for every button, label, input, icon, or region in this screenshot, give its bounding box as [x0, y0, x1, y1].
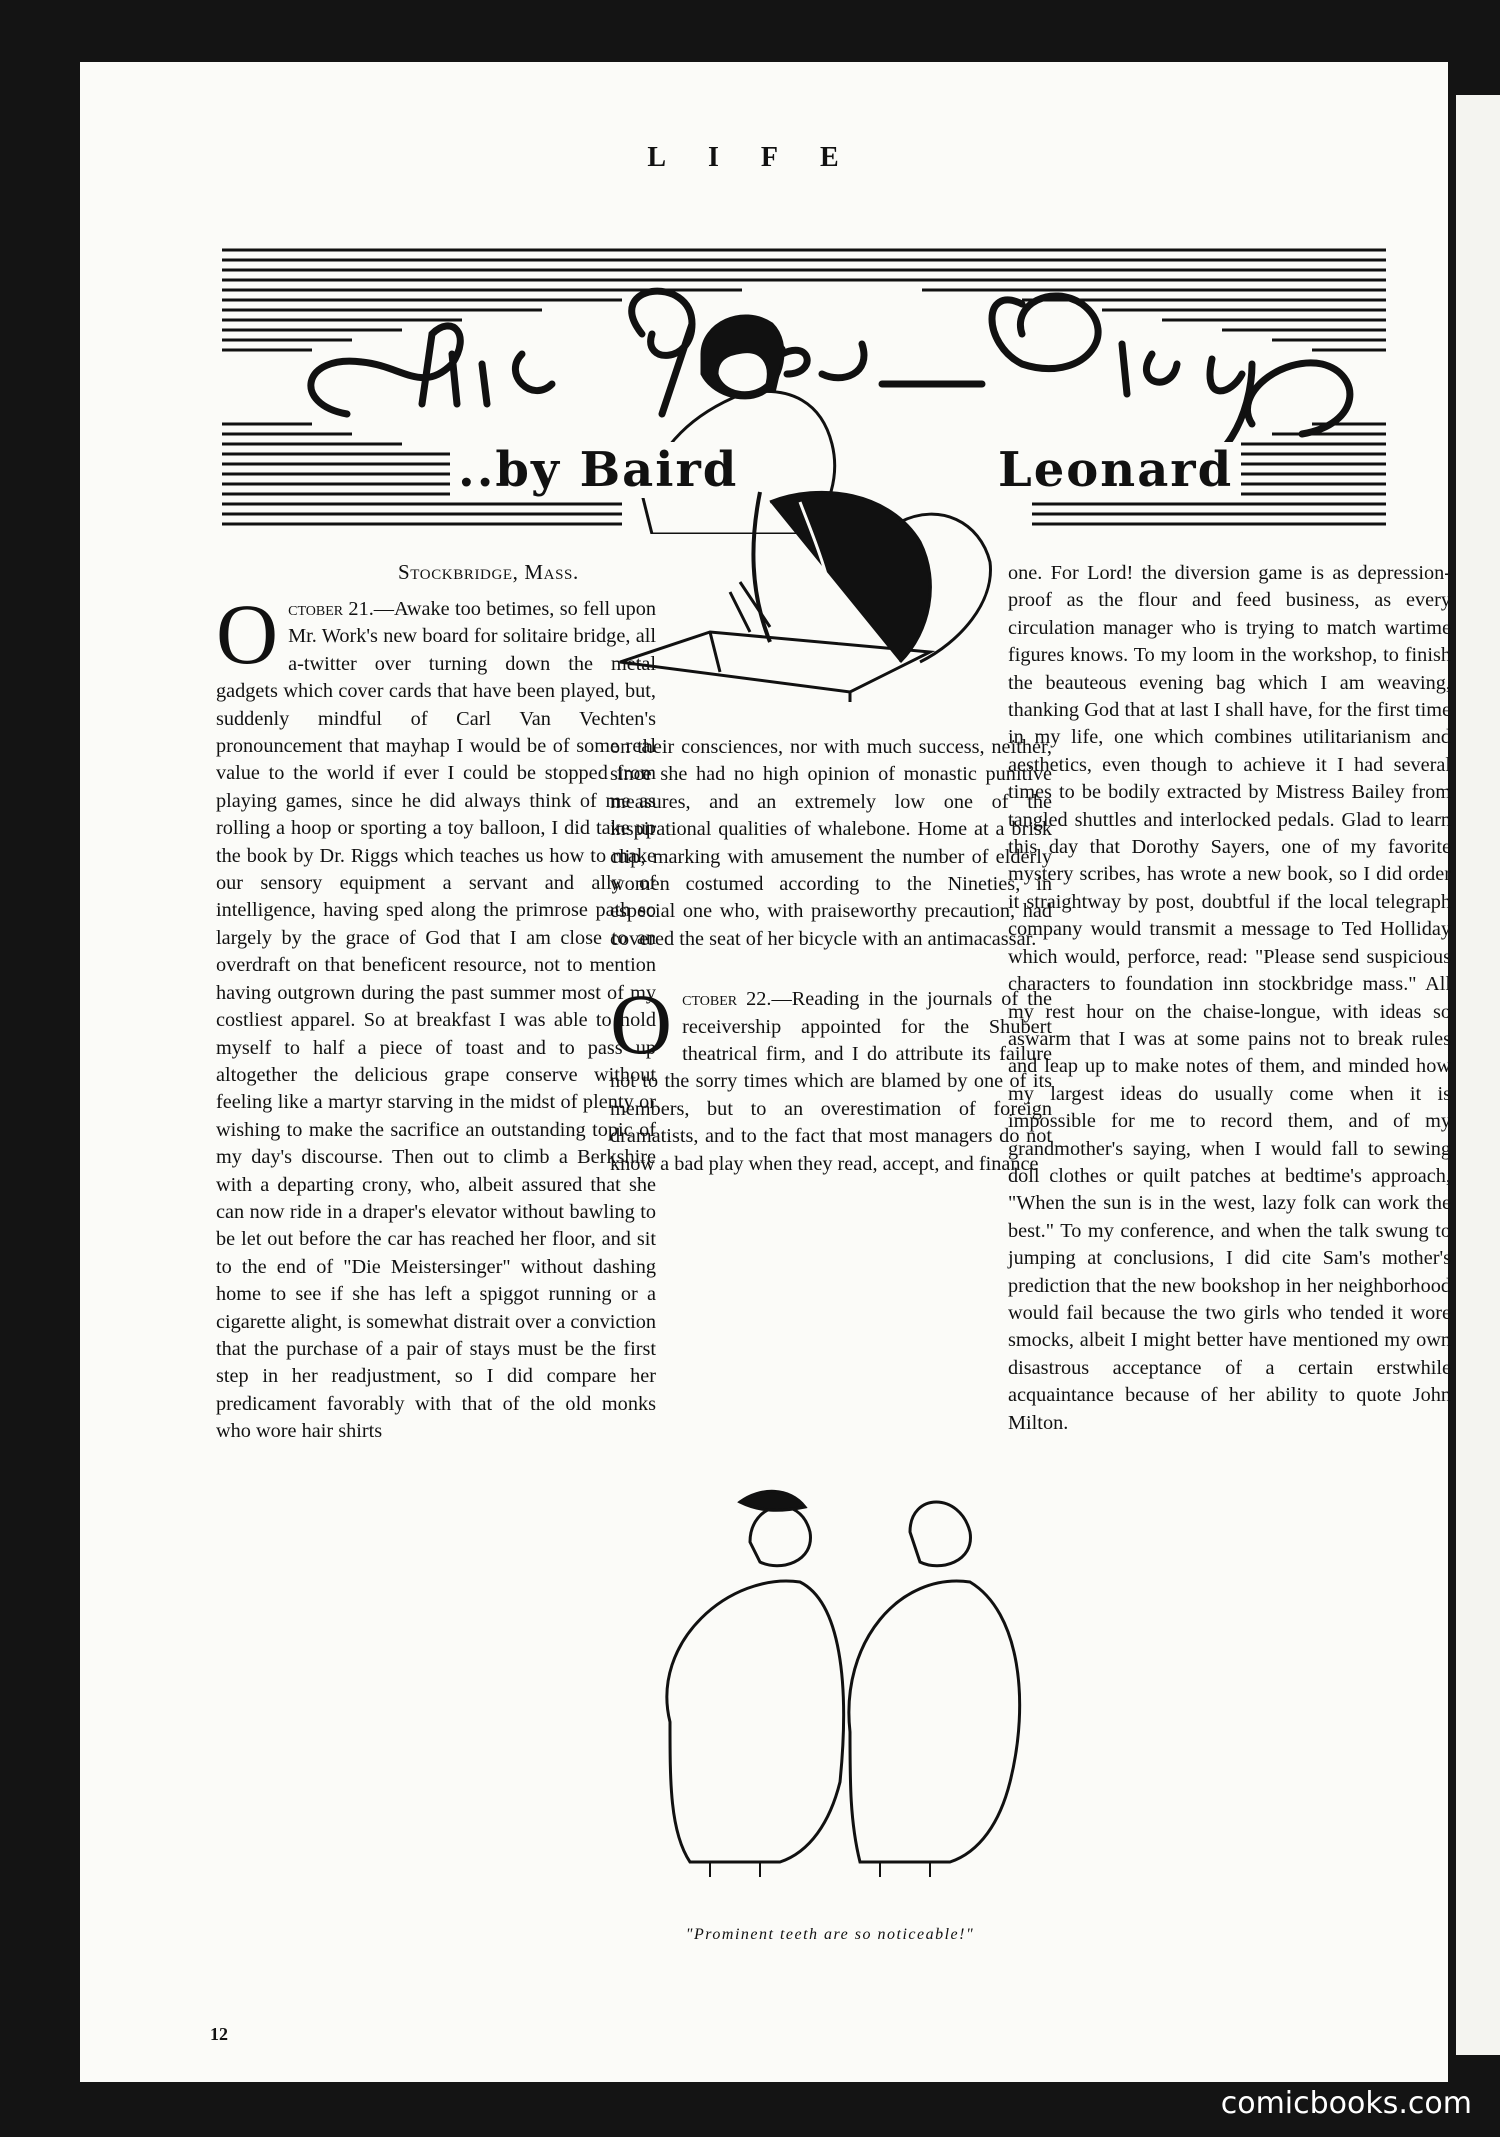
running-head: LIFE	[647, 142, 881, 173]
entry-month: ctober	[682, 988, 738, 1011]
diary-entry-text: 22.—Reading in the journals of the receivership appointed for the Shubert theatrical firm, and I do attribute its failure not to the sorry times which are blamed by one of its members, but to an overestimation of foreign dramatists, and to the fact that most managers do not know a bad play when they read, accept, and finance	[610, 988, 1052, 1175]
column-3-continuation: one. For Lord! the diversion game is as depression-proof as the flour and feed business, as every circulation manager who is trying to match wartime figures knows. To my loom in the workshop, to finish the beauteous evening bag which I am weaving, thanking God that at last I shall have, for the first time in my life, one which combines utilitarianism and aesthetics, even though to achieve it I had several times to be bodily extracted by Mistress Bailey from tangled shuttles and interlocked pedals. Glad to learn this day that Dorothy Sayers, one of my favorite mystery scribes, has wrote a new book, so I did order it straightway by post, doubtful if the local telegraph company would transmit a message to Ted Holliday which would, perforce, read: "Please send suspicious characters to foundation inn stockbridge mass." All my rest hour on the chaise-longue, with ideas so aswarm that I was at some pains not to break rules and leap up to make notes of them, and minded how my largest ideas do usually come when it is impossible for me to record them, and of my grandmother's saying, when I would fall to sewing doll clothes or quilt patches at bedtime's approach, "When the sun is in the west, lazy folk can work the best." To my conference, and when the talk swung to jumping at conclusions, I did cite Sam's mother's prediction that the new bookshop in her neighborhood would fail because the two girls who tended it wore smocks, albeit I might better have mentioned my own disastrous acceptance of a certain erstwhile acquaintance because of her ability to quote John Milton.	[1008, 562, 1451, 1434]
magazine-page	[80, 62, 1451, 2082]
dateline: Stockbridge, Mass.	[398, 560, 579, 584]
entry-month: ctober	[288, 598, 344, 620]
diary-entry-text: 21.—Awake too betimes, so fell upon Mr. Work's new board for solitaire bridge, all a-twitter over turning down the metal gadgets which cover cards that have been played, but, suddenly mindful of Carl Van Vechten's pronouncement that mayhap I would be of some real value to the world if ever I could be stopped from playing games, since he did always think of me as rolling a hoop or sporting a toy balloon, I did take up the book by Dr. Riggs which teaches us how to make our sensory equipment a servant and ally of intelligence, having sped along the primrose path so largely by the grace of God that I am close to an overdraft on that beneficent resource, not to mention having outgrown during the past summer most of my costliest apparel. So at breakfast I was able to hold myself to half a piece of toast and to pass up altogether the delicious grape conserve without feeling like a martyr starving in the midst of plenty or wishing to make the sacrifice an outstanding topic of my day's discourse. Then out to climb a Berkshire with a departing crony, who, albeit assured that she can now ride in a draper's elevator without bawling to be let out before the car has reached her floor, and sit to the end of "Die Meistersinger" without dashing home to see if she has left a spiggot running or a cigarette alight, is somewhat distrait over a conviction that the purchase of a pair of stays must be the first step in her readjustment, so I did compare her predicament favorably with that of the old monks who wore hair shirts	[216, 598, 656, 1443]
writing-woman-illustration	[600, 462, 1050, 712]
byline-author-first: ..by Baird	[450, 442, 746, 498]
column-1	[216, 560, 656, 1446]
drop-cap: O	[610, 976, 673, 1073]
column-2	[610, 734, 1052, 1178]
page-number: 12	[210, 2024, 228, 2044]
column-3	[1008, 560, 1451, 1437]
column-2-continuation: on their consciences, nor with much success, neither, since she had no high opinion of monastic punitive measures, and an extremely low one of the inspirational qualities of whalebone. Home at a brisk clip, marking with amusement the number of elderly women costumed according to the Nineties, in especial one who, with praiseworthy precaution, had covered the seat of her bicycle with an antimacassar.	[610, 736, 1052, 950]
byline-author-last: Leonard	[990, 442, 1241, 498]
cartoon-caption: "Prominent teeth are so noticeable!"	[685, 1926, 975, 1943]
next-page-edge	[1456, 95, 1500, 2055]
drop-cap: O	[216, 586, 279, 682]
two-women-cartoon	[610, 1482, 1060, 1882]
watermark: comicbooks.com	[1220, 2086, 1472, 2121]
